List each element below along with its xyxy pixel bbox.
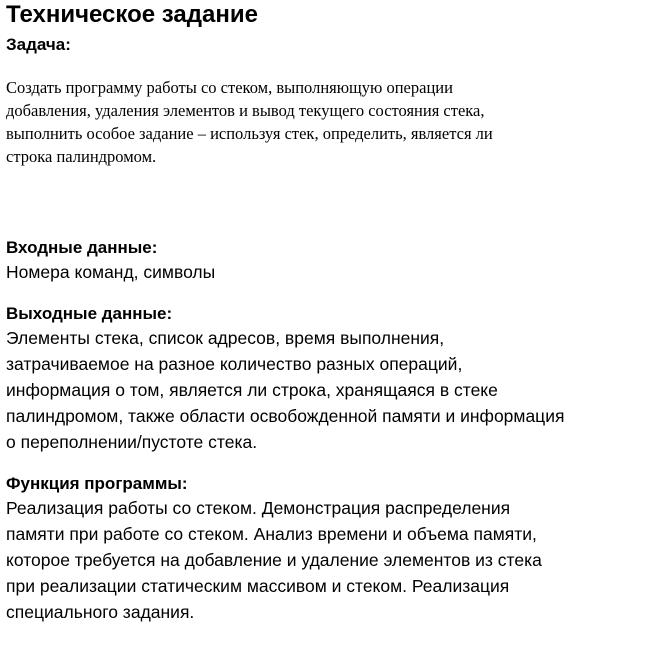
section-body-task bbox=[6, 76, 654, 168]
section-body-function bbox=[6, 495, 654, 625]
function-line: при реализации статическим массивом и стеком. Реализация bbox=[6, 576, 510, 596]
function-line: специального задания. bbox=[6, 602, 195, 622]
task-line: Создать программу работы со стеком, выполняющую операции bbox=[6, 78, 453, 97]
section-heading-function: Функция программы: bbox=[6, 474, 188, 493]
document-title: Техническое задание bbox=[6, 1, 258, 28]
function-line: памяти при работе со стеком. Анализ времени и объема памяти, bbox=[6, 524, 537, 544]
section-heading-input: Входные данные: bbox=[6, 238, 158, 257]
section-heading-task: Задача: bbox=[6, 35, 71, 54]
section-body-output bbox=[6, 325, 654, 455]
task-line: строка палиндромом. bbox=[6, 147, 157, 166]
function-line: которое требуется на добавление и удаление элементов из стека bbox=[6, 550, 542, 570]
section-output bbox=[6, 303, 654, 455]
document bbox=[6, 0, 654, 625]
task-line: добавления, удаления элементов и вывод текущего состояния стека, bbox=[6, 101, 485, 120]
input-line: Номера команд, символы bbox=[6, 262, 216, 282]
section-body-input bbox=[6, 259, 654, 285]
output-line: Элементы стека, список адресов, время выполнения, bbox=[6, 328, 445, 348]
task-line: выполнить особое задание – используя стек, определить, является ли bbox=[6, 124, 493, 143]
section-task bbox=[6, 34, 654, 168]
section-input bbox=[6, 237, 654, 285]
output-line: затрачиваемое на разное количество разных операций, bbox=[6, 354, 463, 374]
section-heading-output: Выходные данные: bbox=[6, 304, 173, 323]
section-function bbox=[6, 473, 654, 625]
output-line: о переполнении/пустоте стека. bbox=[6, 432, 258, 452]
output-line: информация о том, является ли строка, хранящаяся в стеке bbox=[6, 380, 498, 400]
output-line: палиндромом, также области освобожденной памяти и информация bbox=[6, 406, 565, 426]
function-line: Реализация работы со стеком. Демонстрация распределения bbox=[6, 498, 511, 518]
